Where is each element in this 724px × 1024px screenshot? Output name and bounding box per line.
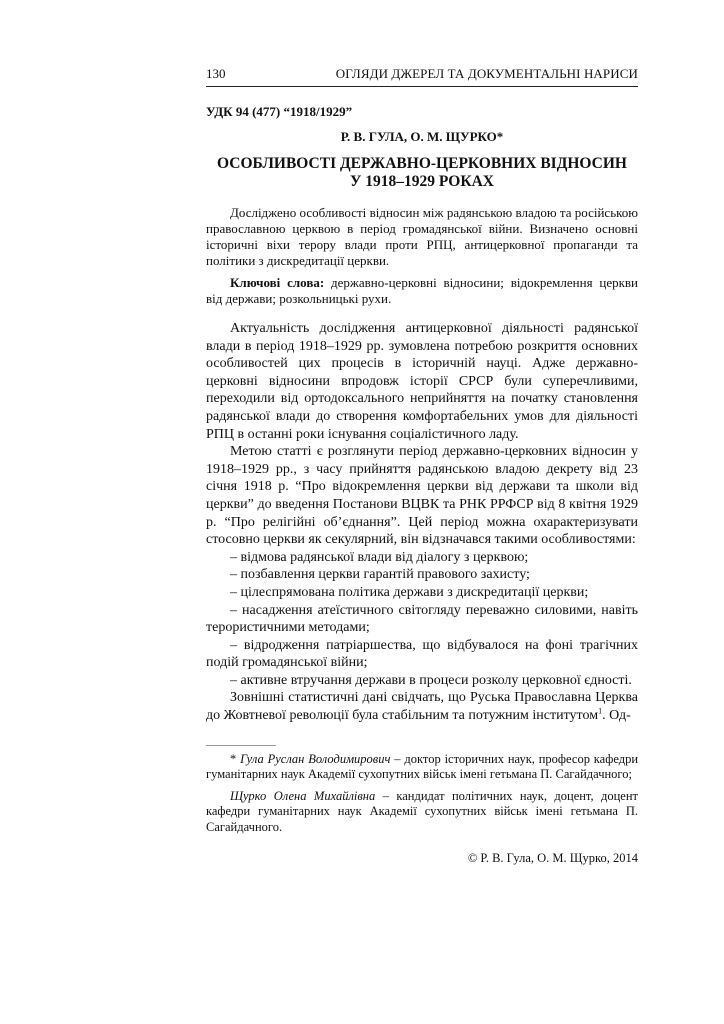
footnote-1 xyxy=(206,752,638,783)
running-header xyxy=(206,66,638,87)
footnote-author-2-name: Щурко Олена Михайлівна xyxy=(230,788,376,803)
list-item: – відродження патріаршества, що відбувалося на фоні трагічних подій громадянської війни; xyxy=(206,637,638,671)
paragraph-3-end: . Од- xyxy=(602,708,631,724)
page xyxy=(206,66,638,866)
paragraph-3-text: Зовнішні статистичні дані свідчать, що Руська Православна Церква до Жовтневої революції була стабільним та потужним інститутом xyxy=(206,690,638,724)
footnote-mark: * xyxy=(230,751,241,766)
title-line-2: У 1918–1929 РОКАХ xyxy=(350,173,494,190)
authors: Р. В. ГУЛА, О. М. ЩУРКО* xyxy=(340,129,504,144)
paragraph-3 xyxy=(206,689,638,724)
article-title xyxy=(206,155,638,191)
list-item: – позбавлення церкви гарантій правового захисту; xyxy=(230,567,530,583)
keywords-label: Ключові слова: xyxy=(230,275,325,290)
footnote-author-1-text: – доктор історичних наук, професор кафедри гуманітарних наук Академії сухопутних військ імені гетьмана П. Сагайдачного; xyxy=(206,751,639,782)
keywords xyxy=(206,275,638,307)
keywords-text: державно-церковні відносини; відокремлення церкви від держави; розкольницькі рухи. xyxy=(206,275,639,306)
list-item: – активне втручання держави в процеси розколу церковної єдності. xyxy=(230,672,632,688)
article-body xyxy=(206,320,638,725)
list-item: – відмова радянської влади від діалогу з церквою; xyxy=(230,549,529,565)
footnote-author-1-name: Гула Руслан Володимирович xyxy=(240,751,391,766)
copyright: © Р. В. Гула, О. М. Щурко, 2014 xyxy=(467,851,638,866)
running-title: ОГЛЯДИ ДЖЕРЕЛ ТА ДОКУМЕНТАЛЬНІ НАРИСИ xyxy=(335,66,638,81)
footnote-ref: 1 xyxy=(598,706,603,716)
title-line-1: ОСОБЛИВОСТІ ДЕРЖАВНО-ЦЕРКОВНИХ ВІДНОСИН xyxy=(217,155,627,172)
list-item: – цілеспрямована політика держави з дискредитації церкви; xyxy=(230,584,589,600)
paragraph-2: Метою статті є розглянути період державно-церковних відносин у 1918–1929 рр., з часу прийняття радянською владою декрету від 23 січня 1918 р. “Про відокремлення церкви від держави та школи від церкви” до введення Постанови ВЦВК та РНК РРФСР від 8 квітня 1929 р. “Про релігійні об’єднання”. Цей період можна охарактеризувати стосовно церкви як секулярний, він відзначався такими особливостями: xyxy=(206,444,638,548)
list-item: – насадження атеїстичного світогляду переважно силовими, навіть терористичними методами; xyxy=(206,602,638,636)
footnote-author-2-text: – кандидат політичних наук, доцент, доцент кафедри гуманітарних наук Академії сухопутних військ імені гетьмана П. Сагайдачного. xyxy=(206,788,638,834)
paragraph-1: Актуальність дослідження антицерковної діяльності радянської влади в період 1918–1929 рр. зумовлена потребою розкриття основних особливостей цих процесів в історичній науці. Адже державно-церковні відносини впродовж історії СРСР були суперечливими, переходили від ортодоксального неприйняття на початку становлення радянської влади до створення комфортабельних умов для діяльності РПЦ в останні роки існування соціалістичного ладу. xyxy=(206,321,638,442)
udk-code: УДК 94 (477) “1918/1929” xyxy=(206,104,353,119)
page-number: 130 xyxy=(206,66,226,81)
footnote-2 xyxy=(206,789,638,836)
footnote-separator xyxy=(206,745,276,746)
abstract: Досліджено особливості відносин між радянською владою та російською православною церквою в період громадянської війни. Визначено основні історичні віхи терору влади проти РПЦ, антицерковної пропаганди та політики з дискредитації церкви. xyxy=(206,205,638,268)
